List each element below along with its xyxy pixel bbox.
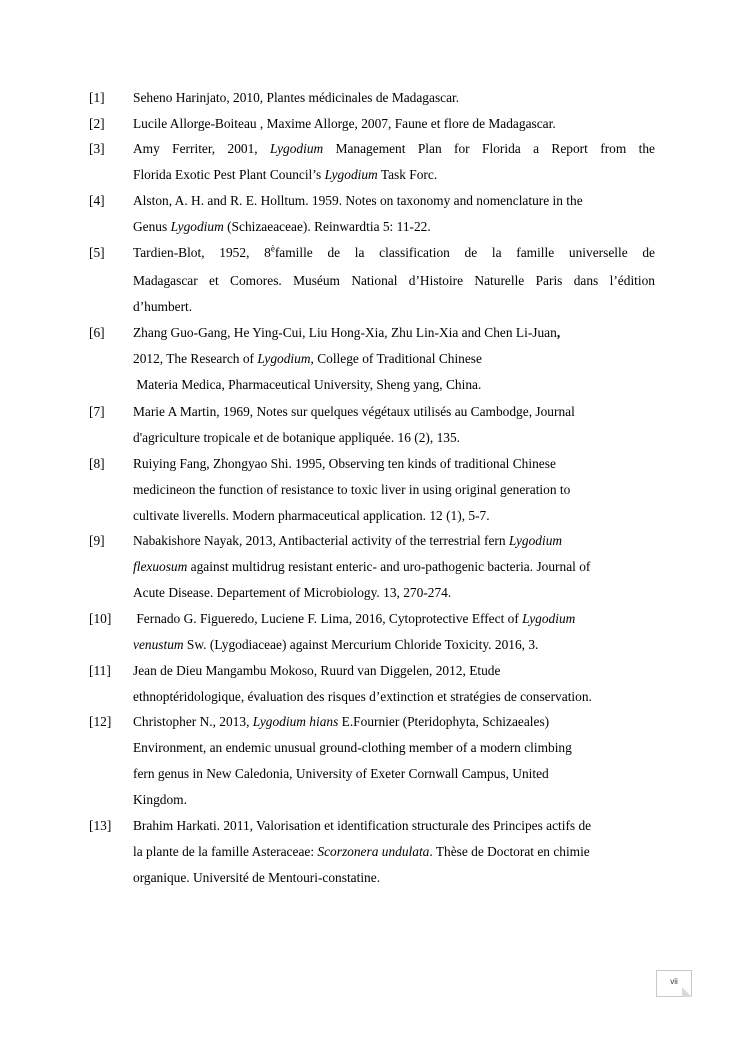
reference-text: Amy Ferriter, 2001, Lygodium Management Plan for Florida a Report from the — [133, 141, 655, 156]
reference-text: Nabakishore Nayak, 2013, Antibacterial activity of the terrestrial fern Lygodium — [133, 533, 563, 548]
reference-text: Materia Medica, Pharmaceutical University, Sheng yang, China. — [133, 377, 482, 392]
reference-text: Lucile Allorge-Boiteau , Maxime Allorge, 2007, Faune et flore de Madagascar. — [133, 116, 556, 131]
reference-text: Genus Lygodium (Schizaeaceae). Reinwardtia 5: 11-22. — [133, 219, 431, 234]
reference-number: [1] — [89, 90, 105, 105]
reference-text: flexuosum against multidrug resistant enteric- and uro-pathogenic bacteria. Journal of — [133, 559, 591, 574]
reference-number: [9] — [89, 533, 105, 548]
reference-text: Acute Disease. Departement of Microbiology. 13, 270-274. — [133, 585, 452, 600]
reference-text: d'agriculture tropicale et de botanique appliquée. 16 (2), 135. — [133, 430, 461, 445]
reference-text: Tardien-Blot, 1952, $8^èfamille$ de la classification de la famille universelle de — [133, 243, 655, 260]
reference-text: Environment, an endemic unusual ground-clothing member of a modern climbing — [133, 740, 572, 755]
reference-number: [10] — [89, 611, 112, 626]
reference-number: [11] — [89, 663, 111, 678]
reference-number: [7] — [89, 404, 105, 419]
reference-text: Alston, A. H. and R. E. Holltum. 1959. Notes on taxonomy and nomenclature in the — [133, 193, 583, 208]
reference-text: Seheno Harinjato, 2010, Plantes médicinales de Madagascar. — [133, 90, 460, 105]
reference-text: Marie A Martin, 1969, Notes sur quelques végétaux utilisés au Cambodge, Journal — [133, 404, 575, 419]
reference-text: Madagascar et Comores. Muséum National d’Histoire Naturelle Paris dans l’édition — [133, 273, 655, 288]
reference-text: Brahim Harkati. 2011, Valorisation et identification structurale des Principes actifs de — [133, 818, 592, 833]
reference-number: [12] — [89, 714, 112, 729]
reference-text: ethnoptéridologique, évaluation des risques d’extinction et stratégies de conservation. — [133, 689, 592, 704]
reference-text: la plante de la famille Asteraceae: Scorzonera undulata. Thèse de Doctorat en chimie — [133, 844, 590, 859]
reference-text: Florida Exotic Pest Plant Council’s Lygodium Task Forc. — [133, 167, 438, 182]
reference-text: Christopher N., 2013, Lygodium hians E.Fournier (Pteridophyta, Schizaeales) — [133, 714, 550, 729]
reference-text: 2012, The Research of Lygodium, College of Traditional Chinese — [133, 351, 482, 366]
reference-text: Kingdom. — [133, 792, 187, 807]
reference-text: Fernado G. Figueredo, Luciene F. Lima, 2016, Cytoprotective Effect of Lygodium — [133, 611, 576, 626]
reference-number: [2] — [89, 116, 105, 131]
reference-number: [6] — [89, 325, 105, 340]
page-number-box — [656, 970, 692, 997]
reference-number: [8] — [89, 456, 105, 471]
reference-text: d’humbert. — [133, 299, 193, 314]
reference-number: [3] — [89, 141, 105, 156]
reference-text: fern genus in New Caledonia, University of Exeter Cornwall Campus, United — [133, 766, 549, 781]
reference-number: [4] — [89, 193, 105, 208]
reference-text: cultivate liverells. Modern pharmaceutical application. 12 (1), 5-7. — [133, 508, 490, 523]
reference-text: venustum Sw. (Lygodiaceae) against Mercurium Chloride Toxicity. 2016, 3. — [133, 637, 539, 652]
reference-number: [5] — [89, 245, 105, 260]
reference-text: medicineon the function of resistance to toxic liver in using original generation to — [133, 482, 571, 497]
reference-text: organique. Université de Mentouri-constatine. — [133, 870, 381, 885]
folded-corner-icon — [682, 987, 692, 997]
reference-text: Ruiying Fang, Zhongyao Shi. 1995, Observing ten kinds of traditional Chinese — [133, 456, 556, 471]
page-number: vii — [670, 977, 678, 986]
reference-text: Jean de Dieu Mangambu Mokoso, Ruurd van Diggelen, 2012, Etude — [133, 663, 501, 678]
reference-text: Zhang Guo-Gang, He Ying-Cui, Liu Hong-Xia, Zhu Lin-Xia and Chen Li-Juan, — [133, 325, 561, 340]
reference-number: [13] — [89, 818, 112, 833]
